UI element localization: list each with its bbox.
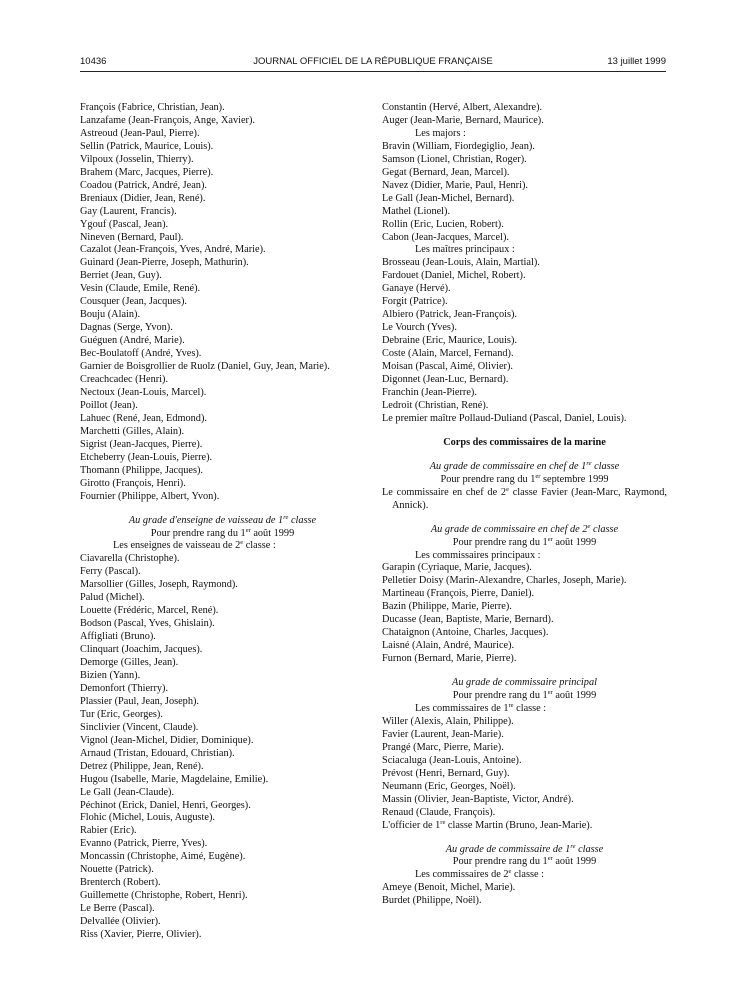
- list-entry: Ameye (Benoit, Michel, Marie).: [382, 882, 516, 894]
- issue-date: 13 juillet 1999: [607, 56, 666, 67]
- spacer: [382, 426, 667, 437]
- grade-heading: Au grade de commissaire en chef de 1re classe: [429, 459, 620, 472]
- list-entry: Chataignon (Antoine, Charles, Jacques).: [382, 627, 549, 639]
- grade-heading: Au grade de commissaire de 1re classe: [445, 842, 604, 855]
- list-entry: Renaud (Claude, François).: [382, 806, 496, 818]
- list-entry: Breniaux (Didier, Jean, René).: [80, 192, 206, 204]
- list-entry: Moisan (Pascal, Aimé, Olivier).: [382, 361, 513, 373]
- header-rule: [80, 71, 666, 72]
- list-entry: Furnon (Bernard, Marie, Pierre).: [382, 653, 517, 665]
- list-entry: Garnier de Boisgrollier de Ruolz (Daniel, Guy, Jean, Marie).: [80, 361, 330, 373]
- list-entry: Astreoud (Jean-Paul, Pierre).: [80, 127, 200, 139]
- list-entry: Martineau (François, Pierre, Daniel).: [382, 588, 535, 600]
- spacer: [382, 450, 667, 461]
- list-entry: Mathel (Lionel).: [382, 205, 451, 217]
- list-entry: Bizien (Yann).: [80, 669, 141, 681]
- list-entry: Tur (Eric, Georges).: [80, 708, 163, 720]
- list-entry: Ferry (Pascal).: [80, 566, 141, 578]
- list-entry: Cabon (Jean-Jacques, Marcel).: [382, 231, 509, 243]
- list-subheading: Les majors :: [415, 127, 466, 139]
- list-subheading: Les commissaires principaux :: [415, 549, 541, 561]
- list-entry: Hugou (Isabelle, Marie, Magdelaine, Emilie).: [80, 773, 269, 785]
- list-entry: Moncassin (Christophe, Aimé, Eugène).: [80, 851, 246, 863]
- list-entry: Vilpoux (Josselin, Thierry).: [80, 153, 194, 165]
- list-subheading: Les maîtres principaux :: [415, 244, 515, 256]
- list-entry: Pelletier Doisy (Marin-Alexandre, Charles, Joseph, Marie).: [382, 575, 627, 587]
- list-entry: Albiero (Patrick, Jean-François).: [382, 309, 517, 321]
- rank-date-line: Pour prendre rang du 1er août 1999: [452, 855, 597, 868]
- list-entry: Ledroit (Christian, René).: [382, 399, 489, 411]
- list-entry: Lahuec (René, Jean, Edmond).: [80, 412, 207, 424]
- grade-heading: Au grade de commissaire en chef de 2e classe: [430, 522, 619, 535]
- list-entry: Bouju (Alain).: [80, 309, 141, 321]
- list-entry: Gay (Laurent, Francis).: [80, 205, 177, 217]
- list-entry: Samson (Lionel, Christian, Roger).: [382, 153, 527, 165]
- list-entry: Sigrist (Jean-Jacques, Pierre).: [80, 438, 203, 450]
- list-entry: Prévost (Henri, Bernard, Guy).: [382, 767, 510, 779]
- left-column: [80, 102, 365, 942]
- list-entry: Le Berre (Pascal).: [80, 903, 155, 915]
- spacer: [382, 513, 667, 524]
- list-entry: L'officier de 1re classe Martin (Bruno, Jean-Marie).: [382, 818, 593, 831]
- list-entry: Sinclivier (Vincent, Claude).: [80, 721, 199, 733]
- list-entry: Lanzafame (Jean-François, Ange, Xavier).: [80, 114, 255, 126]
- list-entry: Bravin (William, Fiordegiglio, Jean).: [382, 140, 535, 152]
- page-number: 10436: [80, 56, 107, 67]
- grade-heading: Au grade de commissaire principal: [452, 677, 597, 689]
- list-entry: Vesin (Claude, Emile, René).: [80, 283, 201, 295]
- right-column: [382, 102, 667, 908]
- list-entry: Péchinot (Erick, Daniel, Henri, Georges).: [80, 799, 251, 811]
- list-entry: Fournier (Philippe, Albert, Yvon).: [80, 490, 220, 502]
- list-entry: Brenterch (Robert).: [80, 877, 161, 889]
- list-entry: Bazin (Philippe, Marie, Pierre).: [382, 601, 512, 613]
- list-entry: Creachcadec (Henri).: [80, 374, 169, 386]
- list-entry: Ciavarella (Christophe).: [80, 553, 180, 565]
- list-entry: Constantin (Hervé, Albert, Alexandre).: [382, 102, 543, 113]
- list-entry: Le commissaire en chef de 2e classe Favier (Jean-Marc, Raymond, Annick).: [382, 485, 667, 511]
- list-entry: Coste (Alain, Marcel, Fernand).: [382, 348, 514, 360]
- list-entry: Delvallée (Olivier).: [80, 916, 161, 928]
- list-entry: Etcheberry (Jean-Louis, Pierre).: [80, 451, 213, 463]
- list-entry: Nectoux (Jean-Louis, Marcel).: [80, 386, 207, 398]
- list-subheading: Les commissaires de 2e classe :: [415, 868, 545, 881]
- rank-date-line: Pour prendre rang du 1er août 1999: [452, 689, 597, 702]
- list-entry: Massin (Olivier, Jean-Baptiste, Victor, André).: [382, 793, 574, 805]
- list-entry: Willer (Alexis, Alain, Philippe).: [382, 715, 514, 727]
- list-entry: Nineven (Bernard, Paul).: [80, 231, 184, 243]
- list-entry: Guéguen (André, Marie).: [80, 335, 185, 347]
- rank-date-line: Pour prendre rang du 1er août 1999: [150, 526, 295, 539]
- list-entry: Dagnas (Serge, Yvon).: [80, 322, 173, 334]
- list-entry: Vignol (Jean-Michel, Didier, Dominique).: [80, 734, 254, 746]
- list-entry: Affigliati (Bruno).: [80, 631, 156, 643]
- list-entry: Evanno (Patrick, Pierre, Yves).: [80, 838, 208, 850]
- list-entry: Cousquer (Jean, Jacques).: [80, 296, 187, 308]
- list-entry: Franchin (Jean-Pierre).: [382, 386, 477, 398]
- rank-date-line: Pour prendre rang du 1er septembre 1999: [440, 472, 609, 485]
- list-entry: Riss (Xavier, Pierre, Olivier).: [80, 929, 202, 941]
- list-entry: Auger (Jean-Marie, Bernard, Maurice).: [382, 114, 544, 126]
- rank-date-line: Pour prendre rang du 1er août 1999: [452, 535, 597, 548]
- list-entry: Bec-Boulatoff (André, Yves).: [80, 348, 202, 360]
- list-entry: Le premier maître Pollaud-Duliand (Pascal, Daniel, Louis).: [382, 412, 627, 424]
- list-entry: Marsollier (Gilles, Joseph, Raymond).: [80, 579, 238, 591]
- list-entry: François (Fabrice, Christian, Jean).: [80, 102, 225, 113]
- list-entry: Garapin (Cyriaque, Marie, Jacques).: [382, 562, 532, 574]
- list-entry: Sciacaluga (Jean-Louis, Antoine).: [382, 754, 522, 766]
- list-entry: Favier (Laurent, Jean-Marie).: [382, 728, 504, 740]
- list-entry: Bodson (Pascal, Yves, Ghislain).: [80, 618, 215, 630]
- list-entry: Berriet (Jean, Guy).: [80, 270, 162, 282]
- list-entry: Detrez (Philippe, Jean, René).: [80, 760, 204, 772]
- list-entry: Brosseau (Jean-Louis, Alain, Martial).: [382, 257, 540, 269]
- list-entry: Rabier (Eric).: [80, 825, 137, 837]
- list-entry: Gegat (Bernard, Jean, Marcel).: [382, 166, 510, 178]
- corps-heading: Corps des commissaires de la marine: [443, 436, 606, 448]
- list-entry: Flohic (Michel, Louis, Auguste).: [80, 812, 215, 824]
- list-entry: Le Vourch (Yves).: [382, 322, 457, 334]
- list-entry: Burdet (Philippe, Noël).: [382, 895, 482, 907]
- list-entry: Guinard (Jean-Pierre, Joseph, Mathurin).: [80, 257, 249, 269]
- list-entry: Plassier (Paul, Jean, Joseph).: [80, 695, 199, 707]
- list-entry: Laisné (Alain, André, Maurice).: [382, 640, 515, 652]
- list-entry: Thomann (Philippe, Jacques).: [80, 464, 203, 476]
- list-entry: Demorge (Gilles, Jean).: [80, 657, 179, 669]
- list-entry: Poillot (Jean).: [80, 399, 138, 411]
- list-entry: Le Gall (Jean-Claude).: [80, 786, 175, 798]
- list-entry: Ygouf (Pascal, Jean).: [80, 218, 169, 230]
- list-subheading: Les enseignes de vaisseau de 2e classe :: [113, 539, 276, 552]
- spacer: [80, 504, 365, 515]
- spacer: [382, 833, 667, 844]
- list-entry: Sellin (Patrick, Maurice, Louis).: [80, 140, 214, 152]
- list-entry: Nouette (Patrick).: [80, 864, 154, 876]
- list-entry: Palud (Michel).: [80, 592, 145, 604]
- list-entry: Prangé (Marc, Pierre, Marie).: [382, 741, 504, 753]
- list-entry: Demonfort (Thierry).: [80, 682, 169, 694]
- list-entry: Cazalot (Jean-François, Yves, André, Marie).: [80, 244, 266, 256]
- spacer: [382, 666, 667, 677]
- grade-heading: Au grade d'enseigne de vaisseau de 1re classe: [128, 513, 317, 526]
- list-entry: Guillemette (Christophe, Robert, Henri).: [80, 890, 248, 902]
- list-entry: Debraine (Eric, Maurice, Louis).: [382, 335, 517, 347]
- list-entry: Coadou (Patrick, André, Jean).: [80, 179, 207, 191]
- list-subheading: Les commissaires de 1re classe :: [415, 701, 547, 714]
- list-entry: Arnaud (Tristan, Edouard, Christian).: [80, 747, 235, 759]
- list-entry: Le Gall (Jean-Michel, Bernard).: [382, 192, 515, 204]
- list-entry: Digonnet (Jean-Luc, Bernard).: [382, 374, 509, 386]
- list-entry: Forgit (Patrice).: [382, 296, 448, 308]
- list-entry: Clinquart (Joachim, Jacques).: [80, 644, 203, 656]
- list-entry: Girotto (François, Henri).: [80, 477, 186, 489]
- list-entry: Brahem (Marc, Jacques, Pierre).: [80, 166, 214, 178]
- journal-title: JOURNAL OFFICIEL DE LA RÉPUBLIQUE FRANÇAISE: [253, 56, 493, 67]
- list-entry: Fardouet (Daniel, Michel, Robert).: [382, 270, 526, 282]
- list-entry: Ganaye (Hervé).: [382, 283, 451, 295]
- list-entry: Navez (Didier, Marie, Paul, Henri).: [382, 179, 528, 191]
- list-entry: Louette (Frédéric, Marcel, René).: [80, 605, 219, 617]
- page-header: [80, 56, 666, 70]
- list-entry: Marchetti (Gilles, Alain).: [80, 425, 185, 437]
- list-entry: Rollin (Eric, Lucien, Robert).: [382, 218, 504, 230]
- list-entry: Neumann (Eric, Georges, Noël).: [382, 780, 516, 792]
- list-entry: Ducasse (Jean, Baptiste, Marie, Bernard).: [382, 614, 554, 626]
